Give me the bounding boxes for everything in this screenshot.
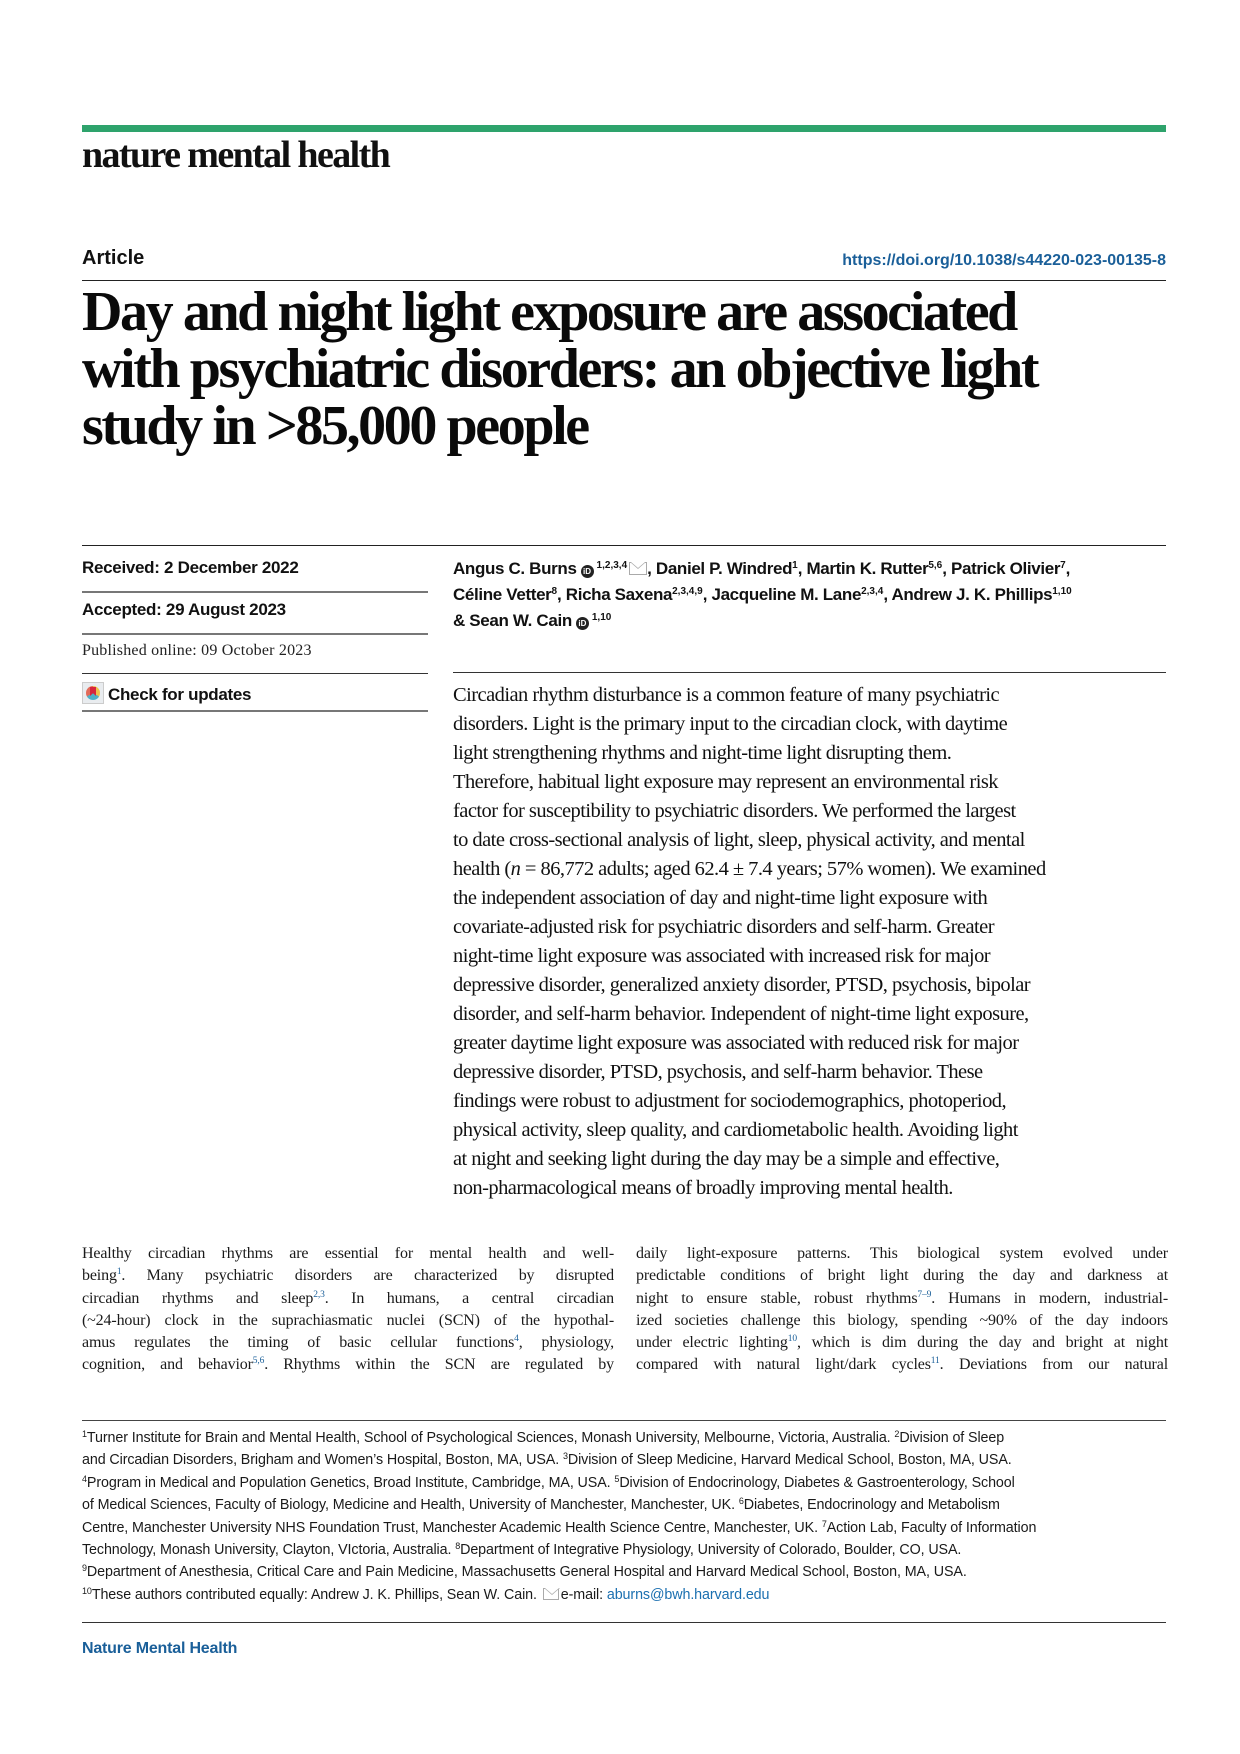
footnote-line: Technology, Monash University, Clayton, VIctoria, Australia. $^8$Department of Integrative Physiology, University of Colorado, Boulder, CO, USA. <box>82 1541 962 1559</box>
body-line: circadian rhythms and sleep$^{2,3}$. In humans, a central circadian <box>82 1289 614 1307</box>
metadata-divider <box>82 673 428 674</box>
author-name[interactable]: Daniel P. Windred <box>655 559 793 578</box>
citation-link[interactable]: 5,6 <box>252 1356 265 1367</box>
author-separator: , <box>702 585 712 604</box>
author-separator: , <box>883 585 892 604</box>
doi-link[interactable]: https://doi.org/10.1038/s44220-023-00135-8 <box>842 252 1166 269</box>
footer-journal-name: Nature Mental Health <box>82 1640 238 1657</box>
body-line: (~24-hour) clock in the suprachiasmatic nuclei (SCN) of the hypothal- <box>82 1311 614 1329</box>
author-affiliation: 7 <box>1060 560 1066 571</box>
abstract-line: Circadian rhythm disturbance is a common feature of many psychiatric <box>453 684 1000 706</box>
abstract-text: = 86,772 adults; aged 62.4 ± 7.4 years; 57% women). We examined <box>520 858 1046 880</box>
body-column-left <box>82 1243 614 1377</box>
abstract-line: to date cross-sectional analysis of light, sleep, physical activity, and mental <box>453 829 1025 851</box>
author-affiliation: 1 <box>792 560 798 571</box>
abstract-line: depressive disorder, PTSD, psychosis, and self-harm behavior. These <box>453 1061 983 1083</box>
footnote-line: $^1$Turner Institute for Brain and Mental Health, School of Psychological Sciences, Monash University, Melbourne, Victoria, Australia. $^2$Division of Sleep <box>82 1429 1005 1446</box>
author-name[interactable]: & Sean W. Cain <box>453 611 572 630</box>
article-title <box>82 281 1182 457</box>
author-list <box>453 556 1173 634</box>
author-affiliation: 1,2,3,4 <box>596 560 628 571</box>
body-line: cognition, and behavior$^{5,6}$. Rhythms within the SCN are regulated by <box>82 1356 614 1374</box>
citation-link[interactable]: 10 <box>787 1334 797 1345</box>
author-affiliation: 1,10 <box>1052 586 1072 597</box>
abstract-line: disorders. Light is the primary input to the circadian clock, with daytime <box>453 713 1008 735</box>
author-affiliation: 8 <box>551 586 558 597</box>
body-line: being$^1$. Many psychiatric disorders are characterized by disrupted <box>82 1267 614 1285</box>
email-label: e-mail: <box>560 1586 607 1603</box>
footnote-line: and Circadian Disorders, Brigham and Women’s Hospital, Boston, MA, USA. $^3$Division of Sleep Medicine, Harvard Medical School, Boston, MA, USA. <box>82 1451 1012 1469</box>
author-name[interactable]: Martin K. Rutter <box>806 559 929 578</box>
author-name[interactable]: Jacqueline M. Lane <box>711 585 862 604</box>
publication-metadata <box>82 546 428 716</box>
abstract-line: Therefore, habitual light exposure may represent an environmental risk <box>453 771 998 793</box>
accepted-date: Accepted: 29 August 2023 <box>82 600 286 619</box>
abstract-line: factor for susceptibility to psychiatric disorders. We performed the largest <box>453 800 1016 822</box>
abstract-line: at night and seeking light during the day may be a simple and effective, <box>453 1148 1000 1170</box>
abstract-line <box>453 855 1166 884</box>
body-line: compared with natural light/dark cycles$^{11}$. Deviations from our natural <box>636 1356 1168 1374</box>
abstract-line: greater daytime light exposure was associated with reduced risk for major <box>453 1032 1019 1054</box>
title-line: Day and night light exposure are associated <box>82 281 1016 343</box>
author-name[interactable]: Andrew J. K. Phillips <box>891 585 1053 604</box>
abstract-line: depressive disorder, generalized anxiety disorder, PTSD, psychosis, bipolar <box>453 974 1031 996</box>
abstract-line: night-time light exposure was associated with increased risk for major <box>453 945 991 967</box>
footer-divider <box>82 1622 1166 1623</box>
author-separator: , <box>647 559 656 578</box>
published-date: Published online: 09 October 2023 <box>82 642 312 659</box>
footnote-line: of Medical Sciences, Faculty of Biology, Medicine and Health, University of Manchester, Manchester, UK. $^6$Diabetes, Endocrinology and Metabolism <box>82 1496 1000 1514</box>
footnote-line: $^4$Program in Medical and Population Genetics, Broad Institute, Cambridge, MA, USA. $^5$Division of Endocrinology, Diabetes & Gastroenterology, School <box>82 1473 1015 1491</box>
body-line: daily light-exposure patterns. This biological system evolved under <box>636 1245 1168 1262</box>
title-line: study in >85,000 people <box>82 395 588 457</box>
author-name[interactable]: Angus C. Burns <box>453 559 577 578</box>
body-line: under electric lighting$^{10}$, which is dim during the day and bright at night <box>636 1334 1168 1352</box>
metadata-divider <box>82 633 428 635</box>
body-line: amus regulates the timing of basic cellular functions$^4$, physiology, <box>82 1334 614 1352</box>
author-affiliation: 2,3,4,9 <box>672 586 703 597</box>
email-icon <box>543 1588 559 1600</box>
abstract-line: non-pharmacological means of broadly improving mental health. <box>453 1177 953 1199</box>
metadata-divider <box>82 591 428 593</box>
footnote-line: $^{10}$These authors contributed equally: Andrew J. K. Phillips, Sean W. Cain. e-mail: aburns@bwh.harvard.edu <box>82 1585 770 1603</box>
check-for-updates-icon <box>82 682 104 704</box>
author-affiliation: 2,3,4 <box>861 586 884 597</box>
abstract-line: findings were robust to adjustment for sociodemographics, photoperiod, <box>453 1090 1007 1112</box>
citation-link[interactable]: 11 <box>930 1356 940 1367</box>
citation-link[interactable]: 4 <box>514 1334 519 1345</box>
body-line: Healthy circadian rhythms are essential for mental health and well- <box>82 1245 614 1262</box>
orcid-icon[interactable]: iD <box>581 565 594 578</box>
body-line: night to ensure stable, robust rhythms$^{7-9}$. Humans in modern, industrial- <box>636 1289 1168 1307</box>
author-separator: , <box>797 559 807 578</box>
email-icon[interactable] <box>629 562 647 575</box>
citation-link[interactable]: 2,3 <box>313 1289 325 1300</box>
received-date: Received: 2 December 2022 <box>82 558 299 577</box>
citation-link[interactable]: 1 <box>116 1267 122 1278</box>
body-line: predictable conditions of bright light during the day and darkness at <box>636 1267 1168 1285</box>
abstract-line: the independent association of day and night-time light exposure with <box>453 887 988 909</box>
author-separator: , <box>942 559 951 578</box>
abstract-line: physical activity, sleep quality, and cardiometabolic health. Avoiding light <box>453 1119 1018 1141</box>
abstract-line: light strengthening rhythms and night-time light disrupting them. <box>453 742 952 764</box>
author-affiliation: 5,6 <box>928 560 943 571</box>
abstract-divider <box>453 672 1166 673</box>
body-column-right <box>636 1243 1168 1377</box>
check-for-updates-button[interactable] <box>82 682 251 705</box>
footnote-divider <box>82 1420 1166 1421</box>
abstract-line: disorder, and self-harm behavior. Independent of night-time light exposure, <box>453 1003 1029 1025</box>
title-line: with psychiatric disorders: an objective light <box>82 338 1038 400</box>
author-affiliation: 1,10 <box>591 612 612 623</box>
orcid-icon[interactable]: iD <box>576 617 589 630</box>
author-separator: , <box>557 585 566 604</box>
author-name[interactable]: Patrick Olivier <box>951 559 1061 578</box>
check-for-updates-label: Check for updates <box>108 685 252 704</box>
metadata-divider <box>82 710 428 712</box>
journal-logo: nature mental health <box>82 134 390 176</box>
journal-accent-bar <box>82 125 1166 132</box>
citation-link[interactable]: 7–9 <box>917 1289 932 1300</box>
body-line: ized societies challenge this biology, spending ~90% of the day indoors <box>636 1311 1168 1329</box>
article-type-label: Article <box>82 247 145 269</box>
abstract <box>453 681 1166 1203</box>
abstract-text: health ( <box>453 858 511 880</box>
affiliation-footnotes <box>82 1427 1172 1606</box>
footnote-line: $^9$Department of Anesthesia, Critical Care and Pain Medicine, Massachusetts General Hospital and Harvard Medical School, Boston, MA, USA. <box>82 1563 967 1581</box>
author-name[interactable]: Céline Vetter <box>453 585 552 604</box>
corresponding-email-link[interactable]: aburns@bwh.harvard.edu <box>606 1586 770 1603</box>
sample-size-symbol: n <box>510 858 521 880</box>
author-separator: , <box>1065 559 1071 578</box>
abstract-line: covariate-adjusted risk for psychiatric disorders and self-harm. Greater <box>453 916 994 938</box>
footnote-line: Centre, Manchester University NHS Foundation Trust, Manchester Academic Health Science Centre, Manchester, UK. $^7$Action Lab, Faculty of Information <box>82 1518 1037 1536</box>
author-name[interactable]: Richa Saxena <box>565 585 673 604</box>
